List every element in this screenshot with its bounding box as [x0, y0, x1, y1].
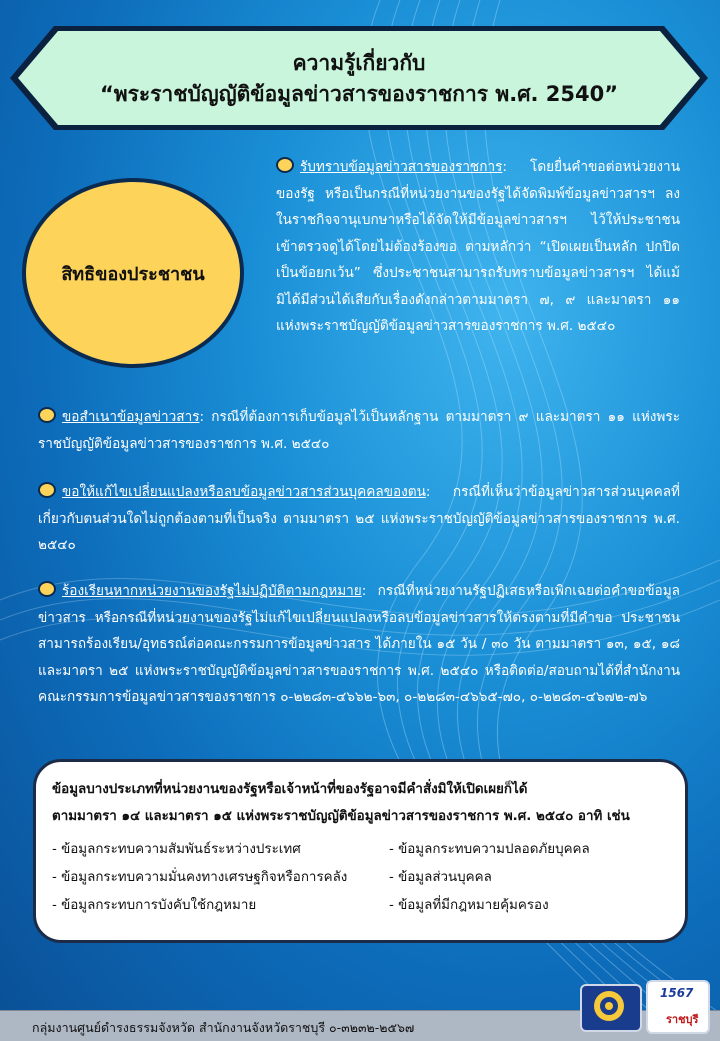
section-body: : กรณีที่หน่วยงานรัฐปฏิเสธหรือเพิกเฉยต่อคำขอข้อมูลข่าวสาร หรือกรณีที่หน่วยงานของรัฐไม่แก้ไขเปลี่ยนแปลงหรือลบข้อมูลข่าวสารให้ตรงตามที่มีคำขอ ประชาชนสามารถร้องเรียน/อุทธรณ์ต่อคณะกรรมการข้อมูลข่าวสาร ได้ภายใน ๑๕ วัน / ๓๐ วัน ตามมาตรา ๑๓, ๑๕, ๑๘ และมาตรา ๒๕ แห่งพระราชบัญญัติข้อมูลข่าวสารของราชการ พ.ศ. ๒๕๔๐ หรือติดต่อ/สอบถามได้ที่สำนักงานคณะกรรมการข้อมูลข่าวสารของราชการ ๐-๒๒๘๓-๔๖๖๒-๖๓, ๐-๒๒๘๓-๔๖๖๕-๗๐, ๐-๒๒๘๓-๔๖๗๒-๗๖: [38, 583, 680, 705]
logo-province: ราชบุรี: [666, 1013, 699, 1026]
page-title-line2: “พระราชบัญญัติข้อมูลข่าวสารของราชการ พ.ศ. 2540”: [99, 82, 619, 106]
bullet-icon: [38, 407, 56, 423]
ministry-logo-icon: [580, 984, 642, 1032]
list-item: - ข้อมูลส่วนบุคคล: [389, 870, 492, 885]
section-body: : กรณีที่ต้องการเก็บข้อมูลไว้เป็นหลักฐาน ตามมาตรา ๙ และมาตรา ๑๑ แห่งพระราชบัญญัติข้อมูลข่าวสารของราชการ พ.ศ. ๒๕๔๐: [38, 409, 680, 452]
list-item: - ข้อมูลกระทบความปลอดภัยบุคคล: [389, 842, 590, 857]
exceptions-list: [52, 836, 669, 920]
section-request-correction: [38, 479, 680, 559]
section-complaint: [38, 578, 680, 711]
section-heading: ขอให้แก้ไขเปลี่ยนแปลงหรือลบข้อมูลข่าวสารส่วนบุคคลของตน: [62, 484, 426, 500]
rights-circle-label: สิทธิของประชาชน: [61, 263, 205, 285]
section-body: : กรณีที่เห็นว่าข้อมูลข่าวสารส่วนบุคคลที่เกี่ยวกับตนส่วนใดไม่ถูกต้องตามที่เป็นจริง ตามมาตรา ๒๕ แห่งพระราชบัญญัติข้อมูลข่าวสารของราชการ พ.ศ. ๒๕๔๐: [38, 484, 680, 553]
bullet-icon: [38, 581, 56, 597]
section-heading: ร้องเรียนหากหน่วยงานของรัฐไม่ปฏิบัติตามกฎหมาย: [62, 583, 362, 599]
title-banner: [6, 22, 712, 134]
list-item: - ข้อมูลที่มีกฎหมายคุ้มครอง: [389, 898, 549, 913]
footer-contact: กลุ่มงานศูนย์ดำรงธรรมจังหวัด สำนักงานจังหวัดราชบุรี ๐-๓๒๓๒-๒๕๖๗: [32, 1020, 415, 1035]
bullet-icon: [38, 482, 56, 498]
section-heading: ขอสำเนาข้อมูลข่าวสาร: [62, 409, 200, 425]
section-request-copy: [38, 404, 680, 457]
exceptions-box: [33, 759, 688, 943]
exceptions-column-right: [389, 836, 590, 920]
section-acknowledge: [276, 154, 680, 340]
logo-number: 1567: [660, 986, 694, 1000]
list-item: - ข้อมูลกระทบการบังคับใช้กฎหมาย: [52, 898, 257, 913]
section-body: : โดยยื่นคำขอต่อหน่วยงานของรัฐ หรือเป็นกรณีที่หน่วยงานของรัฐได้จัดพิมพ์ข้อมูลข่าวสารฯ ลงในราชกิจจานุเบกษาหรือได้จัดให้มีข้อมูลข่าวสารฯ ไว้ให้ประชาชนเข้าตรวจดูได้โดยไม่ต้องร้องขอ ตามหลักว่า “เปิดเผยเป็นหลัก ปกปิดเป็นข้อยกเว้น” ซึ่งประชาชนสามารถรับทราบข้อมูลข่าวสารฯ ได้แม้มิได้มีส่วนได้เสียกับเรื่องดังกล่าวตามมาตรา ๗, ๙ และมาตรา ๑๑ แห่งพระราชบัญญัติข้อมูลข่าวสารของราชการ พ.ศ. ๒๕๔๐: [276, 159, 680, 334]
exceptions-line2: ตามมาตรา ๑๔ และมาตรา ๑๕ แห่งพระราชบัญญัติข้อมูลข่าวสารของราชการ พ.ศ. ๒๕๔๐ อาทิ เช่น: [52, 809, 630, 824]
page-title-line1: ความรู้เกี่ยวกับ: [292, 51, 426, 75]
list-item: - ข้อมูลกระทบความสัมพันธ์ระหว่างประเทศ: [52, 842, 301, 857]
bullet-icon: [276, 157, 294, 173]
exceptions-line1: ข้อมูลบางประเภทที่หน่วยงานของรัฐหรือเจ้าหน้าที่ของรัฐอาจมีคำสั่งมิให้เปิดเผยก็ได้: [52, 782, 528, 797]
section-heading: รับทราบข้อมูลข่าวสารของราชการ: [300, 159, 503, 175]
list-item: - ข้อมูลกระทบความมั่นคงทางเศรษฐกิจหรือการคลัง: [52, 870, 348, 885]
rights-circle: [22, 178, 244, 368]
damrongtham-logo-icon: [646, 980, 710, 1034]
exceptions-column-left: [52, 836, 389, 920]
